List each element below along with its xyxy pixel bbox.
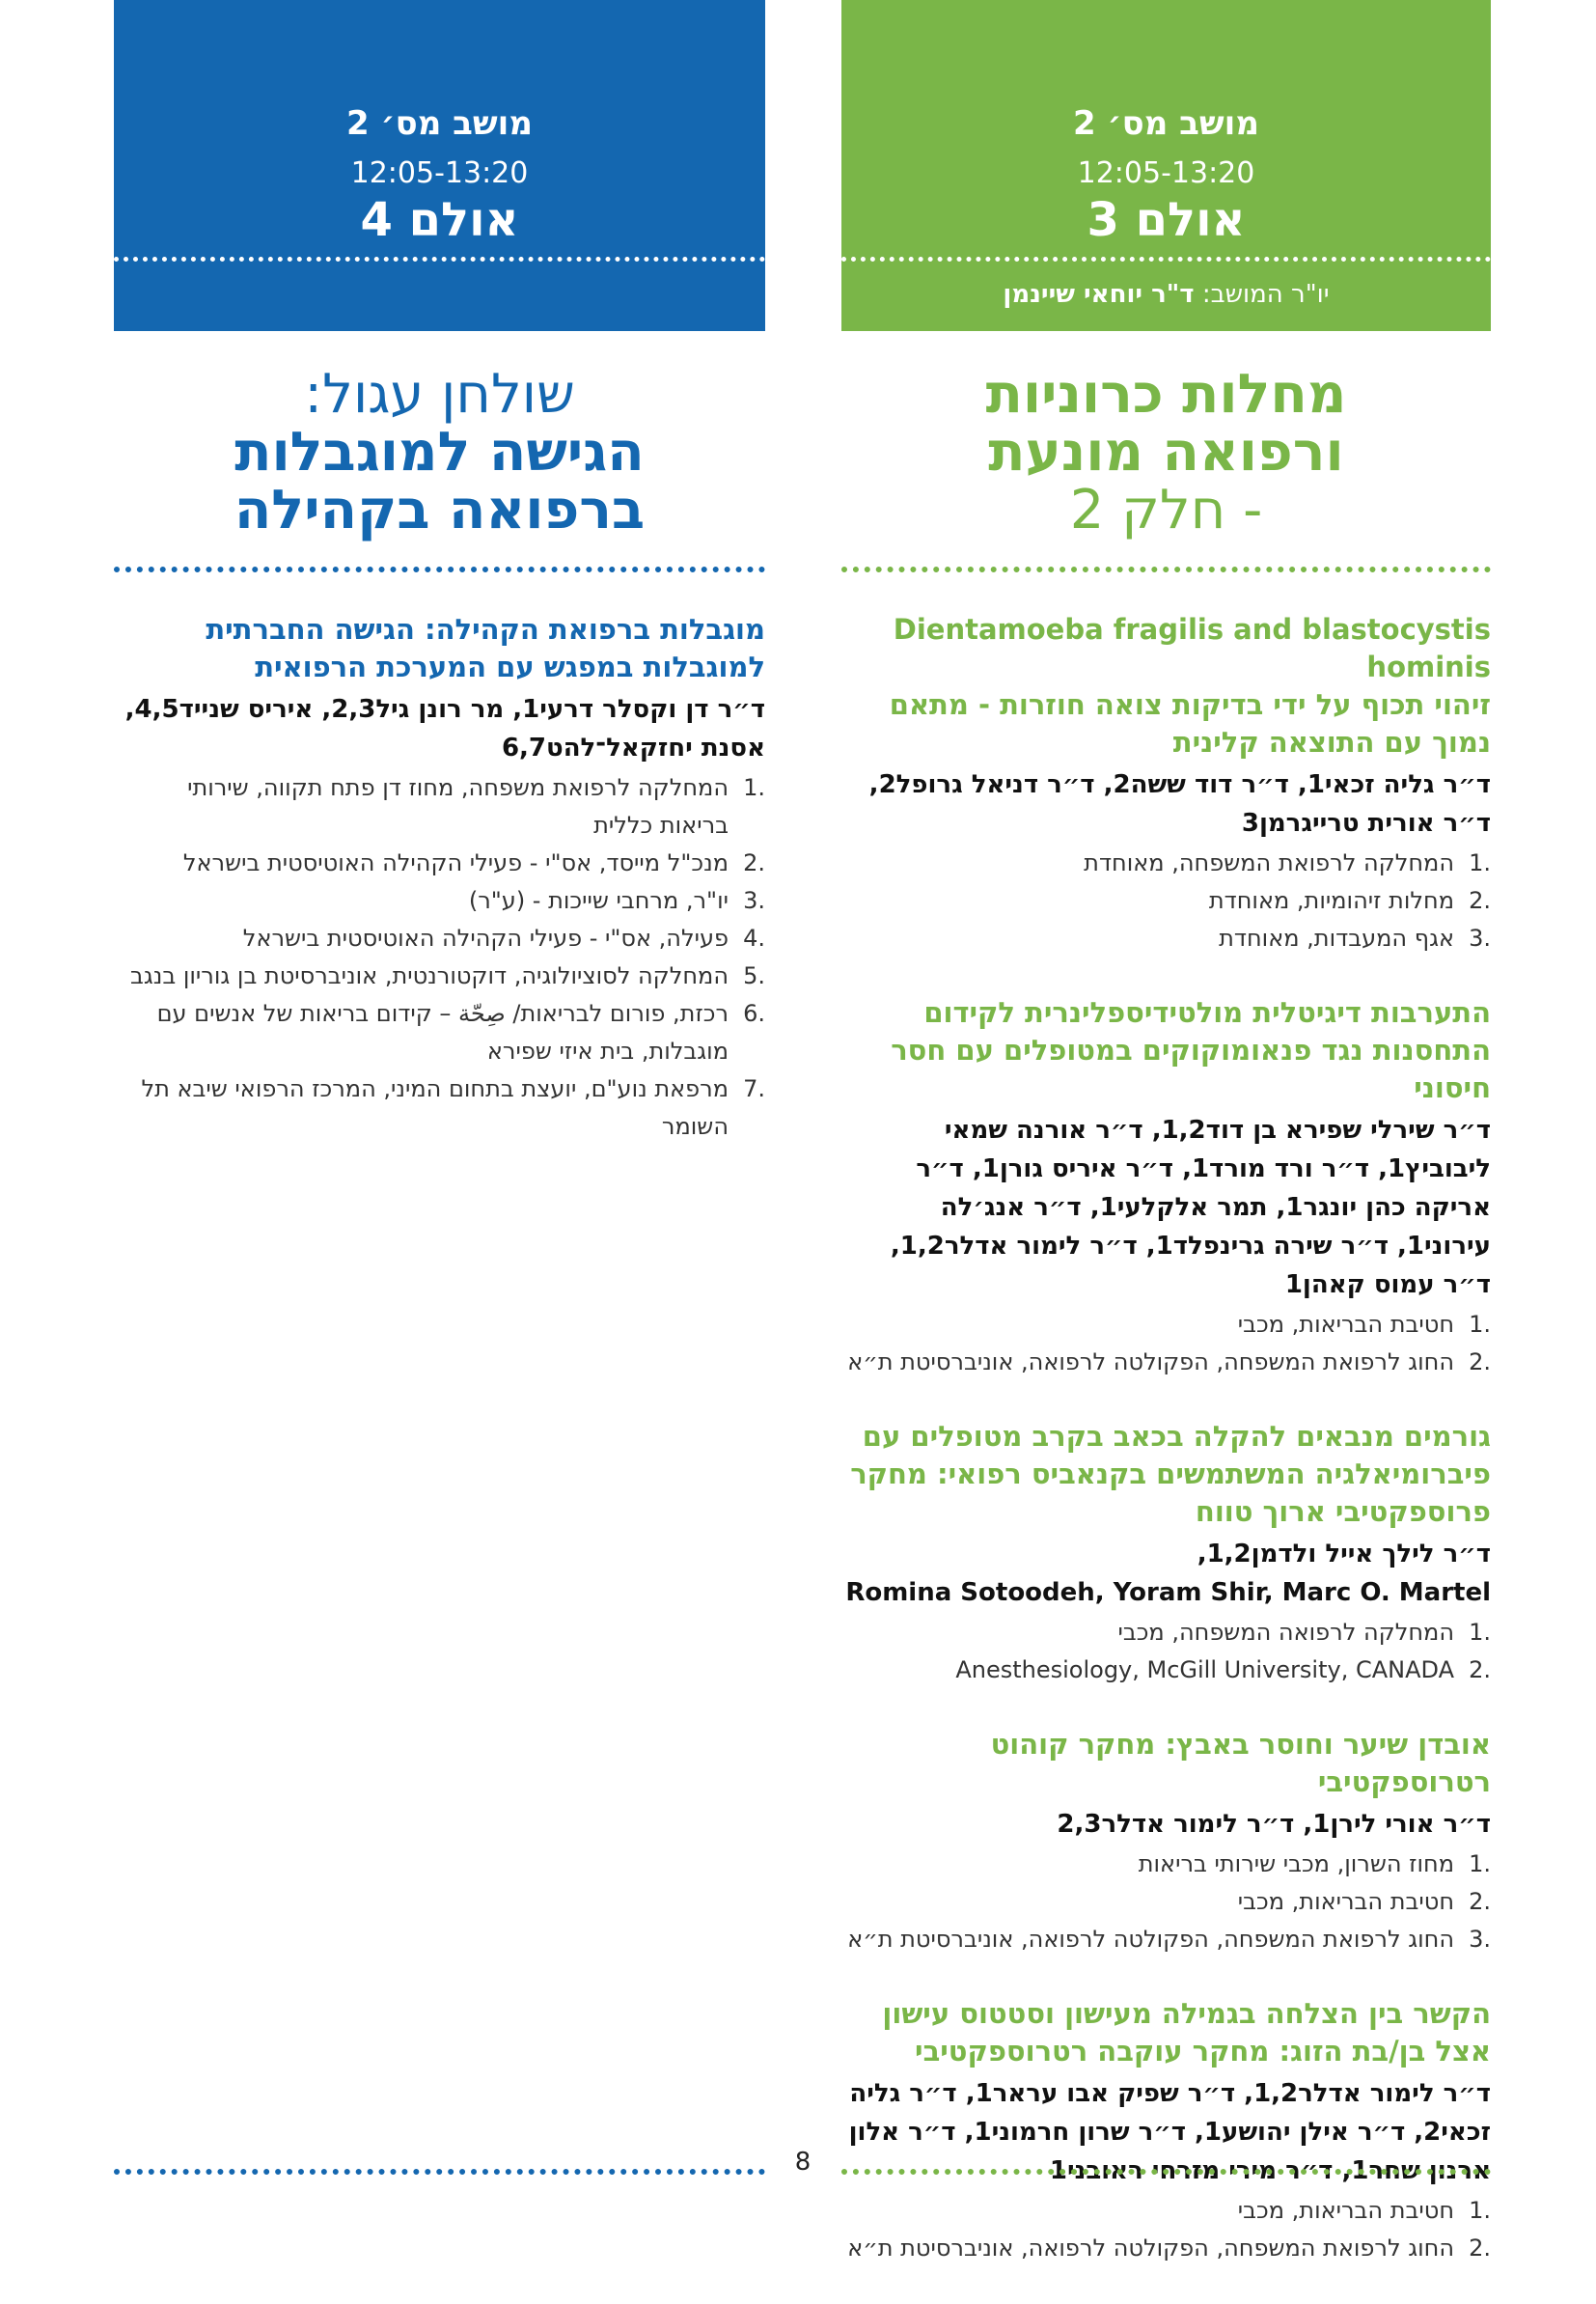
footer-divider-right xyxy=(841,2169,1491,2175)
authors-en: Romina Sotoodeh, Yoram Shir, Marc O. Martel xyxy=(845,1578,1491,1607)
session-title xyxy=(841,363,1491,541)
affiliation-item: .3 אגף המעבדות, מאוחדת xyxy=(1219,925,1491,952)
session-title-line-1: שולחן עגול: xyxy=(304,363,575,426)
session-title xyxy=(114,363,765,541)
affiliation-item: .1 מחוז השרון, מכבי שירותי בריאות xyxy=(1138,1850,1491,1877)
affiliation-item: .2 חטיבת הבריאות, מכבי xyxy=(1237,1888,1491,1915)
footer-divider-left xyxy=(114,2169,765,2175)
abstract-item xyxy=(841,1995,1491,2267)
abstract-item xyxy=(841,994,1491,1381)
chair-name: ד"ר יוחאי שיינמן xyxy=(1003,280,1195,309)
affiliation-item: .1 חטיבת הבריאות, מכבי xyxy=(1237,2197,1491,2224)
abstract-title-he: זיהוי תכוף על ידי בדיקות צואה חוזרות - מתאם נמוך עם התוצאה קלינית xyxy=(889,688,1491,759)
session-title-line-2: הגישה למוגבלות xyxy=(234,421,645,484)
abstract-item xyxy=(114,611,765,1146)
abstract-item xyxy=(841,1418,1491,1689)
header-divider xyxy=(114,257,765,262)
session-time: 12:05-13:20 xyxy=(1077,156,1255,190)
session-number: מושב מס׳ 2 xyxy=(346,104,533,143)
affiliation-item: .2 מחלות זיהומיות, מאוחדת xyxy=(1208,887,1491,914)
affiliation-item: .7 מרפאת נוע"ם, יועצת בתחום המיני, המרכז הרפואי שיבא תל השומר xyxy=(141,1075,765,1140)
abstract-item xyxy=(841,1726,1491,1958)
hall-name: אולם 3 xyxy=(1087,193,1246,247)
affiliation-item: .1 חטיבת הבריאות, מכבי xyxy=(1237,1311,1491,1338)
abstract-title: גורמים מנבאים להקלה בכאב בקרב מטופלים עם פיברומיאלגיה המשתמשים בקנאביס רפואי: מחקר פרוספקטיבי ארוך טווח xyxy=(850,1420,1491,1528)
abstract-item xyxy=(841,611,1491,958)
abstract-authors: ד״ר שירלי שפירא בן דוד1,2, ד״ר אורנה שמאי ליבוביץ1, ד״ר ורד מורד1, ד״ר איריס גורן1, ד״ר אריקה כהן יונגר1, תמר אלקלעי1, ד״ר אנג׳לה עירוני1, ד״ר שירה גרינפלד1, ד״ר לימור אדלר1,2, ד״ר עמוס קאהן1 xyxy=(890,1116,1491,1299)
section-divider xyxy=(841,567,1491,572)
hall-name: אולם 4 xyxy=(360,193,519,247)
section-divider xyxy=(114,567,765,572)
affiliation-item: .3 החוג לרפואת המשפחה, הפקולטה לרפואה, אוניברסיטת ת״א xyxy=(847,1926,1491,1953)
session-time: 12:05-13:20 xyxy=(350,156,529,190)
affiliation-item: .1 המחלקה לרפואת משפחה, מחוז דן פתח תקווה, שירותי בריאות כללית xyxy=(187,774,765,839)
affiliation-item: .2 מנכ"ל מייסד, אס"י - פעילי הקהילה האוטיסטית בישראל xyxy=(182,849,765,876)
abstract-title: התערבות דיגיטלית מולטידיספלינרית לקידום התחסנות נגד פנאומוקוקים במטופלים עם חסר חיסוני xyxy=(891,996,1491,1104)
session-column-hall-3 xyxy=(841,0,1491,2304)
abstract-authors: ד״ר לימור אדלר1,2, ד״ר שפיק אבו עראר1, ד״ר גליה זכאי2, ד״ר אילן יהושע1, ד״ר שרון חרמוני1, ד״ר אלון ארנון שחר1, ד״ר מירי מזרחי ראובני1 xyxy=(848,2079,1491,2185)
abstract-authors: ד״ר דן וקסלר דרעי1, מר רונן גיל2,3, איריס שנייד4,5, אסנת יחזקאל־להט6,7 xyxy=(124,695,765,763)
abstract-authors xyxy=(841,1535,1491,1612)
affiliation-list xyxy=(841,1846,1491,1958)
session-column-hall-4 xyxy=(114,0,765,1182)
affiliation-item: .2 Anesthesiology, McGill University, CANADA xyxy=(955,1656,1491,1683)
affiliation-item: .6 רכזת, פורום לבריאות/ صِحّة – קידום בריאות של אנשים עם מוגבלות, בית איזי שפירא xyxy=(156,1000,765,1065)
abstract-title: מוגבלות ברפואת הקהילה: הגישה החברתית למוגבלות במפגש עם המערכת הרפואית xyxy=(206,613,765,683)
abstract-authors: ד״ר אורי לירן1, ד״ר לימור אדלר2,3 xyxy=(1057,1810,1491,1839)
session-chair xyxy=(841,280,1491,309)
affiliation-item: .4 פעילה, אס"י - פעילי הקהילה האוטיסטית בישראל xyxy=(242,925,765,952)
session-title-line-3: - חלק 2 xyxy=(1069,479,1263,541)
affiliation-list xyxy=(841,1306,1491,1381)
session-header-hall-4 xyxy=(114,0,765,331)
affiliation-item: .3 יו"ר, מרחבי שייכות - (ע"ר) xyxy=(468,887,765,914)
chair-label: יו"ר המושב: xyxy=(1201,280,1330,309)
affiliation-item: .2 החוג לרפואת המשפחה, הפקולטה לרפואה, אוניברסיטת ת״א xyxy=(847,2235,1491,2262)
abstract-title-en: Dientamoeba fragilis and blastocystis hominis xyxy=(893,613,1491,683)
session-title-line-2: ורפואה מונעת xyxy=(988,421,1344,484)
abstract-title xyxy=(841,611,1491,762)
page-number: 8 xyxy=(794,2148,812,2177)
header-divider xyxy=(841,257,1491,262)
session-title-line-1: מחלות כרוניות xyxy=(985,363,1347,426)
affiliation-item: .2 החוג לרפואת המשפחה, הפקולטה לרפואה, אוניברסיטת ת״א xyxy=(847,1348,1491,1375)
affiliation-item: .1 המחלקה לרפואה המשפחה, מכבי xyxy=(1117,1619,1491,1646)
affiliation-list xyxy=(841,1614,1491,1689)
affiliation-list xyxy=(841,845,1491,958)
affiliation-item: .5 המחלקה לסוציולוגיה, דוקטורנטית, אוניברסיטת בן גוריון בנגב xyxy=(129,962,765,989)
abstract-title: אובדן שיער וחוסר באבץ: מחקר קוהוט רטרוספקטיבי xyxy=(990,1728,1491,1798)
session-number: מושב מס׳ 2 xyxy=(1073,104,1259,143)
abstract-title: הקשר בין הצלחה בגמילה מעישון וסטטוס עישון אצל בן/בת הזוג: מחקר עוקבה רטרוספקטיבי xyxy=(882,1997,1491,2068)
affiliation-list xyxy=(114,769,765,1146)
session-title-line-3: ברפואה בקהילה xyxy=(234,479,646,541)
session-header-hall-3 xyxy=(841,0,1491,331)
authors-he: ד״ר לילך אייל ולדמן1,2, xyxy=(1197,1540,1491,1568)
abstract-authors: ד״ר גליה זכאי1, ד״ר דוד ששה2, ד״ר דניאל גרופל2, ד״ר אורית טרייגרמן3 xyxy=(868,770,1491,838)
affiliation-list xyxy=(841,2192,1491,2267)
affiliation-item: .1 המחלקה לרפואת המשפחה, מאוחדת xyxy=(1084,849,1491,876)
